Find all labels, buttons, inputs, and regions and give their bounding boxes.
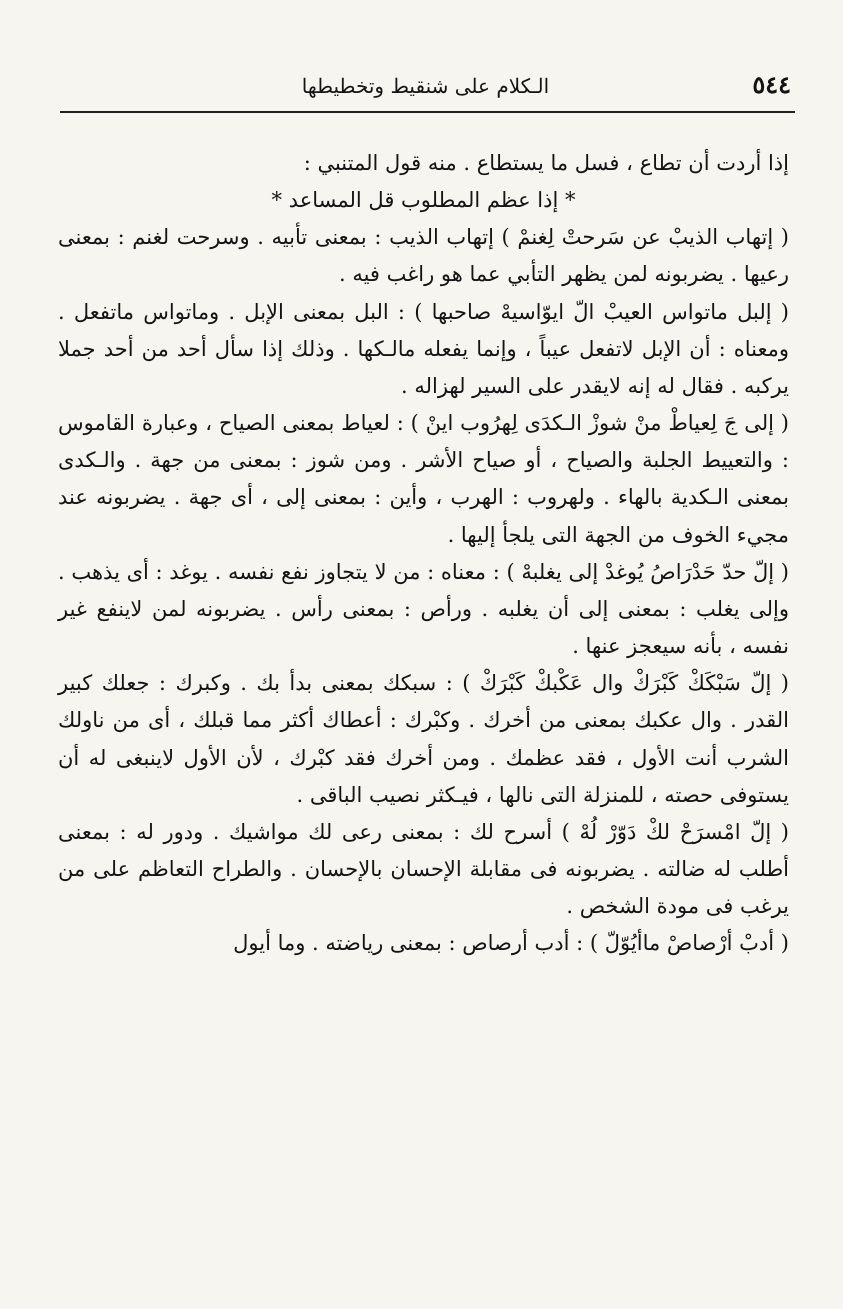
proverb-entry: ( أدبْ أرْصاصْ ماأيُوّلّ ) : أدب أرصاص : بمعنى رياضته . وما أيول xyxy=(233,931,789,956)
page-body xyxy=(58,145,789,962)
running-title: الـكلام على شنقيط وتخطيطها xyxy=(301,74,550,98)
proverb-entry: ( إتهاب الذيبْ عن سَرحتْ لِغنمْ ) إتهاب الذيب : بمعنى تأبيه . وسرحت لغنم : بمعنى رعيها . يضربونه لمن يظهر التأبي عما هو راغب فيه . xyxy=(58,225,789,287)
proverb-entry: ( إلبل ماتواس العيبْ الّ ايوّاسيهْ صاحبها ) : البل بمعنى الإبل . وماتواس ماتفعل . ومعناه : أن الإبل لاتفعل عيباً ، وإنما يفعله مالـكها . وذلك إذا سأل أحد من أحد جملا يركبه . فقال له إنه لايقدر على السير لهزاله . xyxy=(58,299,789,398)
proverb-entry: ( إلى جَ لِعياطْ منْ شوزْ الـكدَى لِهرُوب اينْ ) : لعياط بمعنى الصياح ، وعبارة القاموس : والتعييط الجلبة والصياح ، أو صياح الأشر . ومن شوز : بمعنى من جهة . والـكدى بمعنى الـكدية بالهاء . ولهروب : الهرب ، وأين : بمعنى إلى ، أى جهة . يضربونه عند مجيء الخوف من الجهة التى يلجأ إليها . xyxy=(58,411,789,547)
proverb-entry: ( إلّ امْسرَحْ لكْ دَوّرْ لُهْ ) أسرح لك : بمعنى رعى لك مواشيك . ودور له : بمعنى أطلب له ضالته . يضربونه فى مقابلة الإحسان بالإحسان . والطراح التعاظم على من يرغب فى مودة الشخص . xyxy=(58,819,789,919)
proverb-entry: ( إلّ حدّ حَدْرَاصُ يُوغدْ إلى يغلبهْ ) : معناه : من لا يتجاوز نفع نفسه . يوغد : أى يذهب . وإلى يغلب : بمعنى إلى أن يغلبه . ورأص : بمعنى رأس . يضربونه لمن لاينفع غير نفسه ، بأنه سيعجز عنها . xyxy=(58,559,789,659)
page-header xyxy=(60,62,791,108)
text-paragraph: إذا أردت أن تطاع ، فسل ما يستطاع . منه قول المتنبي : xyxy=(303,151,789,175)
verse-line: * إذا عظم المطلوب قل المساعد * xyxy=(271,188,576,213)
proverb-entry: ( إلّ سَبْكَكْ كَبْرَكْ وال عَكْبكْ كَبْرَكْ ) : سبكك بمعنى بدأ بك . وكبرك : جعلك كبير القدر . وال عكبك بمعنى من أخرك . وكبْرك : أعطاك أكثر مما قبلك ، أى من ناولك الشرب أنت الأول ، فقد عظمك . ومن أخرك فقد كبْرك ، لأن الأول لاينبغى له أن يستوفى حصته ، للمنزلة التى نالها ، فيـكثر نصيب الباقى . xyxy=(58,671,789,807)
page-number: ٥٤٤ xyxy=(752,70,791,99)
header-rule xyxy=(60,111,795,113)
